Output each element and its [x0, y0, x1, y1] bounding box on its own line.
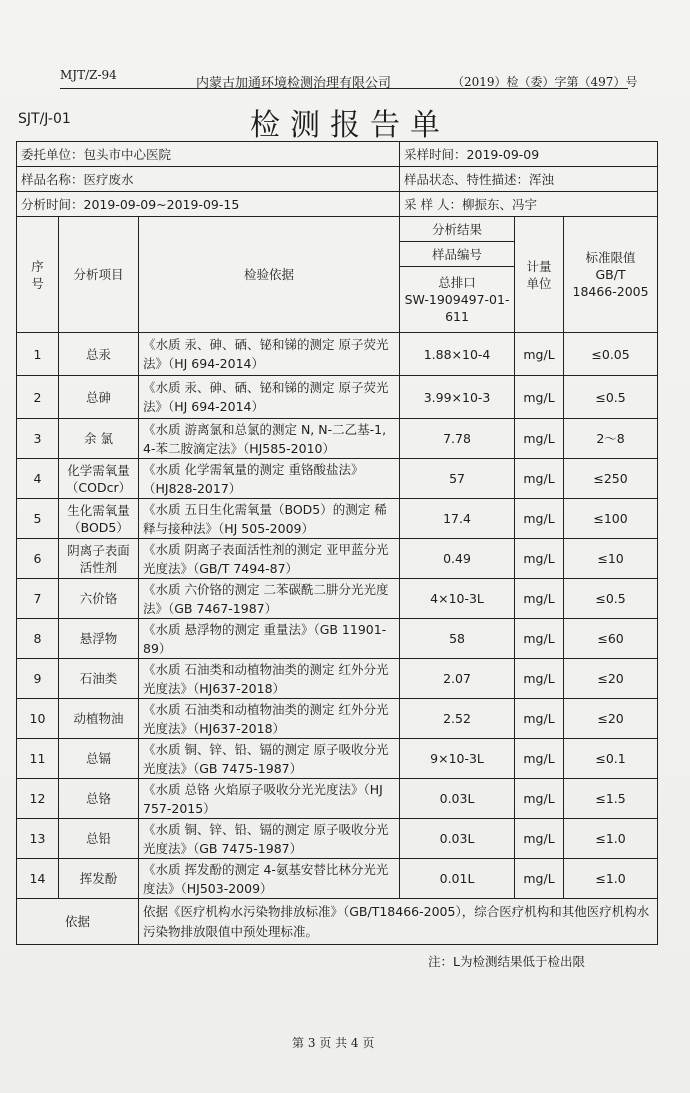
- row-limit: 2～8: [564, 419, 658, 459]
- row-unit: mg/L: [515, 419, 564, 459]
- row-item: 化学需氧量（CODcr）: [59, 459, 139, 499]
- row-item: 动植物油: [59, 699, 139, 739]
- table-row: [17, 779, 658, 819]
- row-item: 生化需氧量（BOD5）: [59, 499, 139, 539]
- row-basis: 《水质 总铬 火焰原子吸收分光光度法》（HJ 757-2015）: [139, 779, 400, 819]
- header-item: 分析项目: [59, 217, 139, 333]
- client-label: 委托单位：: [21, 146, 84, 162]
- table-row: [17, 859, 658, 899]
- row-result: 2.52: [400, 699, 515, 739]
- row-unit: mg/L: [515, 499, 564, 539]
- row-no: 3: [17, 419, 59, 459]
- basis-row: [17, 899, 658, 945]
- row-no: 5: [17, 499, 59, 539]
- row-basis: 《水质 五日生化需氧量（BOD5）的测定 稀释与接种法》（HJ 505-2009）: [139, 499, 400, 539]
- row-result: 0.03L: [400, 779, 515, 819]
- sample-state-label: 样品状态、特性描述：: [404, 171, 530, 187]
- row-unit: mg/L: [515, 819, 564, 859]
- row-no: 14: [17, 859, 59, 899]
- row-result: 0.49: [400, 539, 515, 579]
- row-no: 6: [17, 539, 59, 579]
- table-row: [17, 499, 658, 539]
- row-limit: ≤250: [564, 459, 658, 499]
- sample-name-value: 医疗废水: [83, 171, 134, 187]
- header-sample-code: [400, 267, 515, 333]
- row-unit: mg/L: [515, 459, 564, 499]
- row-item: 总铅: [59, 819, 139, 859]
- row-result: 4×10-3L: [400, 579, 515, 619]
- sample-name-label: 样品名称：: [21, 171, 84, 187]
- page-number: 第 3 页 共 4 页: [292, 1036, 375, 1050]
- row-limit: ≤10: [564, 539, 658, 579]
- row-limit: ≤0.1: [564, 739, 658, 779]
- row-result: 1.88×10-4: [400, 333, 515, 376]
- sampler-cell: [400, 192, 658, 217]
- row-limit: ≤100: [564, 499, 658, 539]
- row-no: 4: [17, 459, 59, 499]
- report-number: （2019）检（委）字第（497）号: [452, 75, 638, 89]
- table-row: [17, 819, 658, 859]
- row-unit: mg/L: [515, 699, 564, 739]
- sample-state-cell: [400, 167, 658, 192]
- row-limit: ≤0.5: [564, 376, 658, 419]
- row-result: 57: [400, 459, 515, 499]
- row-limit: ≤20: [564, 659, 658, 699]
- basis-text: 依据《医疗机构水污染物排放标准》（GB/T18466-2005），综合医疗机构和其他医疗机构水污染物排放限值中预处理标准。: [139, 899, 658, 945]
- header-no: 序号: [17, 217, 59, 333]
- header-sample-no: 样品编号: [400, 242, 515, 267]
- row-no: 1: [17, 333, 59, 376]
- info-row: [17, 192, 658, 217]
- sampling-time-value: 2019-09-09: [466, 146, 540, 162]
- row-result: 0.01L: [400, 859, 515, 899]
- row-basis: 《水质 挥发酚的测定 4-氨基安替比林分光光度法》（HJ503-2009）: [139, 859, 400, 899]
- table-row: [17, 333, 658, 376]
- row-limit: ≤1.5: [564, 779, 658, 819]
- row-basis: 《水质 游离氯和总氯的测定 N, N-二乙基-1, 4-苯二胺滴定法》（HJ585-2010）: [139, 419, 400, 459]
- row-basis: 《水质 汞、砷、硒、铋和锑的测定 原子荧光法》（HJ 694-2014）: [139, 333, 400, 376]
- row-item: 阴离子表面活性剂: [59, 539, 139, 579]
- row-no: 11: [17, 739, 59, 779]
- header-basis: 检验依据: [139, 217, 400, 333]
- table-row: [17, 459, 658, 499]
- row-basis: 《水质 铜、锌、铅、镉的测定 原子吸收分光光度法》（GB 7475-1987）: [139, 739, 400, 779]
- table-row: [17, 739, 658, 779]
- row-basis: 《水质 汞、砷、硒、铋和锑的测定 原子荧光法》（HJ 694-2014）: [139, 376, 400, 419]
- row-no: 7: [17, 579, 59, 619]
- data-rows: [17, 333, 658, 899]
- row-basis: 《水质 悬浮物的测定 重量法》（GB 11901-89）: [139, 619, 400, 659]
- row-basis: 《水质 阴离子表面活性剂的测定 亚甲蓝分光光度法》（GB/T 7494-87）: [139, 539, 400, 579]
- sample-name-cell: [17, 167, 400, 192]
- table-row: [17, 579, 658, 619]
- row-no: 12: [17, 779, 59, 819]
- row-limit: ≤1.0: [564, 819, 658, 859]
- table-row: [17, 419, 658, 459]
- row-item: 六价铬: [59, 579, 139, 619]
- row-no: 13: [17, 819, 59, 859]
- table-header-row: [17, 217, 658, 242]
- outlet-label: 总排口: [438, 275, 476, 290]
- analysis-time-cell: [17, 192, 400, 217]
- row-result: 9×10-3L: [400, 739, 515, 779]
- row-item: 总汞: [59, 333, 139, 376]
- row-basis: 《水质 石油类和动植物油类的测定 红外分光光度法》（HJ637-2018）: [139, 659, 400, 699]
- info-row: [17, 167, 658, 192]
- form-code: MJT/Z-94: [60, 68, 117, 82]
- header-rule: [60, 88, 628, 89]
- sample-state-value: 浑浊: [529, 171, 555, 187]
- row-unit: mg/L: [515, 779, 564, 819]
- row-unit: mg/L: [515, 659, 564, 699]
- analysis-time-label: 分析时间：: [21, 196, 84, 212]
- company-name: 内蒙古加通环境检测治理有限公司: [196, 76, 392, 91]
- row-item: 悬浮物: [59, 619, 139, 659]
- header-limit: 标准限值GB/T 18466-2005: [564, 217, 658, 333]
- footnote: 注：L为检测结果低于检出限: [428, 954, 585, 969]
- table-row: [17, 659, 658, 699]
- row-item: 挥发酚: [59, 859, 139, 899]
- report-table: [16, 141, 658, 945]
- table-row: [17, 699, 658, 739]
- row-basis: 《水质 铜、锌、铅、镉的测定 原子吸收分光光度法》（GB 7475-1987）: [139, 819, 400, 859]
- basis-label: 依据: [17, 899, 139, 945]
- header-result: 分析结果: [400, 217, 515, 242]
- sampler-label: 采 样 人：: [404, 196, 462, 212]
- row-basis: 《水质 石油类和动植物油类的测定 红外分光光度法》（HJ637-2018）: [139, 699, 400, 739]
- row-limit: ≤20: [564, 699, 658, 739]
- row-limit: ≤1.0: [564, 859, 658, 899]
- sampling-time-label: 采样时间：: [404, 146, 467, 162]
- sample-code: SW-1909497-01-611: [404, 292, 510, 324]
- row-limit: ≤60: [564, 619, 658, 659]
- document-code: SJT/J-01: [18, 111, 71, 127]
- row-no: 10: [17, 699, 59, 739]
- row-item: 总铬: [59, 779, 139, 819]
- info-row: [17, 142, 658, 167]
- row-item: 总镉: [59, 739, 139, 779]
- page-title: 检测报告单: [250, 108, 450, 143]
- row-limit: ≤0.05: [564, 333, 658, 376]
- client-cell: [17, 142, 400, 167]
- row-unit: mg/L: [515, 739, 564, 779]
- table-row: [17, 376, 658, 419]
- row-unit: mg/L: [515, 376, 564, 419]
- row-basis: 《水质 六价铬的测定 二苯碳酰二肼分光光度法》（GB 7467-1987）: [139, 579, 400, 619]
- row-no: 9: [17, 659, 59, 699]
- row-result: 58: [400, 619, 515, 659]
- row-item: 总砷: [59, 376, 139, 419]
- row-item: 余 氯: [59, 419, 139, 459]
- row-result: 17.4: [400, 499, 515, 539]
- row-unit: mg/L: [515, 619, 564, 659]
- header-unit: 计量单位: [515, 217, 564, 333]
- row-result: 7.78: [400, 419, 515, 459]
- row-unit: mg/L: [515, 579, 564, 619]
- row-no: 8: [17, 619, 59, 659]
- table-row: [17, 539, 658, 579]
- row-unit: mg/L: [515, 333, 564, 376]
- analysis-time-value: 2019-09-09~2019-09-15: [83, 196, 240, 212]
- row-result: 0.03L: [400, 819, 515, 859]
- row-no: 2: [17, 376, 59, 419]
- client-value: 包头市中心医院: [83, 146, 172, 162]
- row-unit: mg/L: [515, 539, 564, 579]
- row-result: 2.07: [400, 659, 515, 699]
- sampling-time-cell: [400, 142, 658, 167]
- row-basis: 《水质 化学需氧量的测定 重铬酸盐法》（HJ828-2017）: [139, 459, 400, 499]
- row-limit: ≤0.5: [564, 579, 658, 619]
- sampler-value: 柳振东、冯宇: [461, 196, 537, 212]
- row-result: 3.99×10-3: [400, 376, 515, 419]
- table-row: [17, 619, 658, 659]
- row-unit: mg/L: [515, 859, 564, 899]
- row-item: 石油类: [59, 659, 139, 699]
